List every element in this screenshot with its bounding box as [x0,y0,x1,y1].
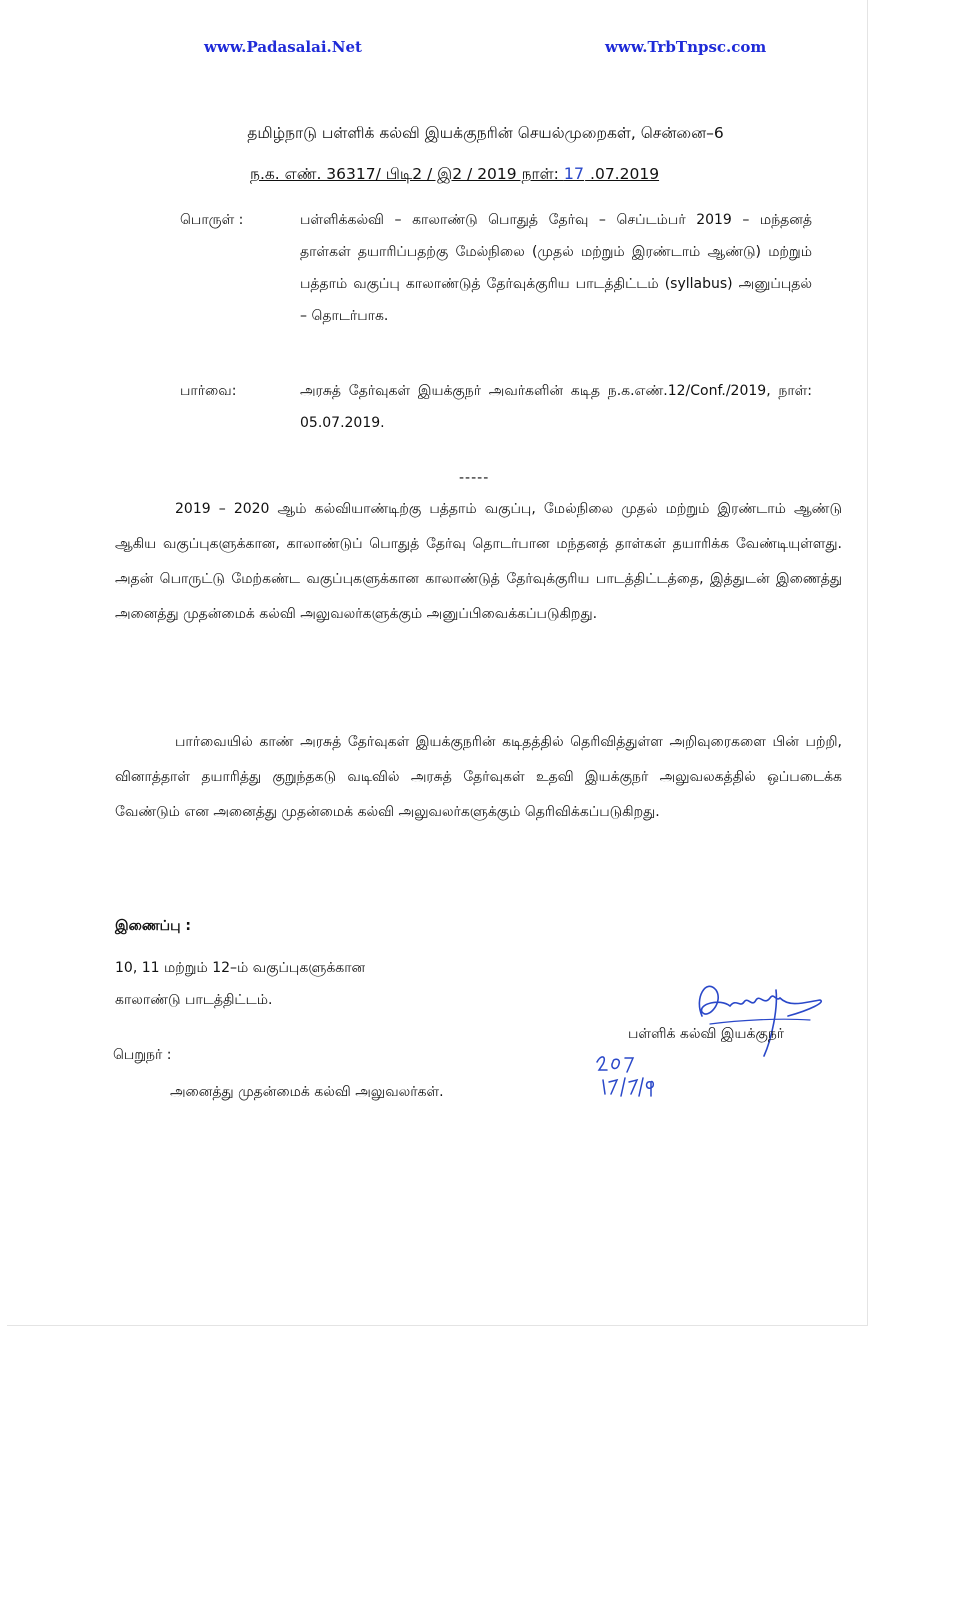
reference-text: அரசுத் தேர்வுகள் இயக்குநர் அவர்களின் கடித ந.க.எண்.12/Conf./2019, நாள்: 05.07.2019. [300,383,812,431]
enclosure-line-1: 10, 11 மற்றும் 12–ம் வகுப்புகளுக்கான [115,960,366,976]
recipient-label: பெறுநர் : [113,1047,172,1063]
watermark-trbtnpsc[interactable]: www.TrbTnpsc.com [605,38,767,56]
reference-number-line [250,164,740,185]
watermark-padasalai[interactable]: www.Padasalai.Net [204,38,362,56]
signatory-title: பள்ளிக் கல்வி இயக்குநர் [628,1026,785,1042]
proceedings-title: தமிழ்நாடு பள்ளிக் கல்வி இயக்குநரின் செயல்முறைகள், சென்னை–6 [247,124,724,142]
enclosure-text [115,952,445,1016]
handwritten-date [593,1050,673,1100]
enclosure-line-2: காலாண்டு பாடத்திட்டம். [115,992,273,1008]
recipient-text: அனைத்து முதன்மைக் கல்வி அலுவலர்கள். [170,1084,444,1100]
body-paragraph-1: 2019 – 2020 ஆம் கல்வியாண்டிற்கு பத்தாம் வகுப்பு, மேல்நிலை முதல் மற்றும் இரண்டாம் ஆண்டு ஆகிய வகுப்புகளுக்கான, காலாண்டுப் பொதுத் தேர்வு தொடர்பான மந்தனத் தாள்கள் தயாரிக்க வேண்டியுள்ளது. அதன் பொருட்டு மேற்கண்ட வகுப்புகளுக்கான காலாண்டுத் தேர்வுக்குரிய பாடத்திட்டத்தை, இத்துடன் இணைத்து அனைத்து முதன்மைக் கல்வி அலுவலர்களுக்கும் அனுப்பிவைக்கப்படுகிறது. [115,501,842,622]
ref-prefix: ந.க. எண். 36317/ பிடி2 / இ2 / 2019 நாள்: [250,165,564,183]
subject-label: பொருள் : [180,212,244,228]
ref-suffix: .07.2019 [585,165,660,183]
enclosure-label: இணைப்பு : [115,918,191,934]
body-paragraph-2: பார்வையில் காண் அரசுத் தேர்வுகள் இயக்குநரின் கடிதத்தில் தெரிவித்துள்ள அறிவுரைகளை பின் பற்றி, வினாத்தாள் தயாரித்து குறுந்தகடு வடிவில் அரசுத் தேர்வுகள் உதவி இயக்குநர் அலுவலகத்தில் ஒப்படைக்க வேண்டும் என அனைத்து முதன்மைக் கல்வி அலுவலர்களுக்கும் தெரிவிக்கப்படுகிறது. [115,734,842,820]
reference-label: பார்வை: [180,383,237,399]
signature-scribble [680,968,840,1058]
section-divider: ----- [459,470,490,486]
page-border [7,0,868,1326]
subject-text: பள்ளிக்கல்வி – காலாண்டு பொதுத் தேர்வு – செப்டம்பர் 2019 – மந்தனத் தாள்கள் தயாரிப்பதற்கு மேல்நிலை (முதல் மற்றும் இரண்டாம் ஆண்டு) மற்றும் பத்தாம் வகுப்பு காலாண்டுத் தேர்வுக்குரிய பாடத்திட்டம் (syllabus) அனுப்புதல் – தொடர்பாக. [300,212,812,324]
handwritten-day: 17 [563,164,585,183]
